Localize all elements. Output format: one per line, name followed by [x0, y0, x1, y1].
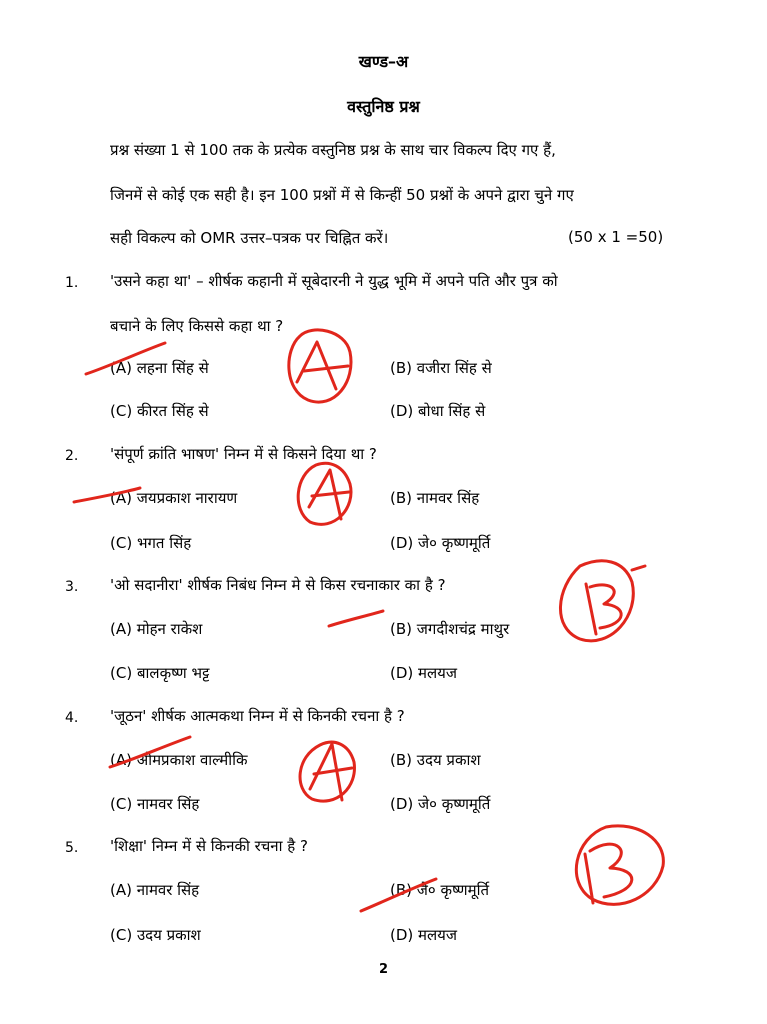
option-b: (B) उदय प्रकाश	[390, 751, 481, 769]
question-text: 'ओ सदानीरा' शीर्षक निबंध निम्न मे से किस रचनाकार का है ?	[110, 576, 446, 594]
question-text: 'शिक्षा' निम्न में से किनकी रचना है ?	[110, 837, 308, 855]
question-text: 'जूठन' शीर्षक आत्मकथा निम्न में से किनकी रचना है ?	[110, 707, 405, 725]
page-subheading: वस्तुनिष्ठ प्रश्न	[347, 97, 420, 116]
option-b: (B) नामवर सिंह	[390, 489, 480, 507]
option-c: (C) कीरत सिंह से	[110, 402, 209, 420]
option-a: (A) नामवर सिंह	[110, 881, 200, 899]
option-d: (D) जे० कृष्णमूर्ति	[390, 795, 491, 813]
question-number: 3.	[65, 579, 79, 595]
section-title: खण्ड–अ	[358, 52, 409, 71]
option-a: (A) मोहन राकेश	[110, 620, 203, 638]
question-number: 4.	[65, 710, 79, 726]
option-d: (D) मलयज	[390, 664, 457, 682]
question-number: 5.	[65, 840, 79, 856]
option-d: (D) बोधा सिंह से	[390, 402, 486, 420]
tick-mark	[329, 611, 383, 626]
question-text: 'उसने कहा था' – शीर्षक कहानी में सूबेदारनी ने युद्ध भूमि में अपने पति और पुत्र को	[110, 272, 558, 290]
option-b: (B) जे० कृष्णमूर्ति	[390, 881, 490, 899]
page-number: 2	[378, 962, 389, 977]
question-text: 'संपूर्ण क्रांति भाषण' निम्न में से किसने दिया था ?	[110, 445, 377, 463]
option-c: (C) बालकृष्ण भट्ट	[110, 664, 210, 682]
circled-letter-a-annotation	[289, 330, 351, 402]
option-c: (C) उदय प्रकाश	[110, 926, 201, 944]
question-number: 2.	[65, 448, 79, 464]
option-d: (D) जे० कृष्णमूर्ति	[390, 534, 491, 552]
instruction-line-2: जिनमें से कोई एक सही है। इन 100 प्रश्नों में से किन्हीं 50 प्रश्नों के अपने द्वारा चुने गए	[110, 186, 574, 204]
question-number: 1.	[65, 275, 79, 291]
marks-scheme: (50 x 1 =50)	[568, 228, 664, 246]
circled-letter-a-annotation	[300, 742, 354, 801]
instruction-line-3: सही विकल्प को OMR उत्तर–पत्रक पर चिह्नित करें।	[110, 229, 389, 247]
option-d: (D) मलयज	[390, 926, 457, 944]
question-text-continued: बचाने के लिए किससे कहा था ?	[110, 317, 284, 335]
option-b: (B) जगदीशचंद्र माथुर	[390, 620, 510, 638]
circled-letter-a-annotation	[298, 463, 351, 524]
option-c: (C) भगत सिंह	[110, 534, 192, 552]
option-b: (B) वजीरा सिंह से	[390, 359, 492, 377]
circled-letter-b-annotation	[560, 561, 645, 641]
option-a: (A) जयप्रकाश नारायण	[110, 489, 238, 507]
option-a: (A) लहना सिंह से	[110, 359, 209, 377]
instruction-line-1: प्रश्न संख्या 1 से 100 तक के प्रत्येक वस्तुनिष्ठ प्रश्न के साथ चार विकल्प दिए गए हैं,	[110, 141, 556, 159]
option-a: (A) ओमप्रकाश वाल्मीकि	[110, 751, 248, 769]
option-c: (C) नामवर सिंह	[110, 795, 200, 813]
circled-letter-b-annotation	[576, 826, 663, 905]
